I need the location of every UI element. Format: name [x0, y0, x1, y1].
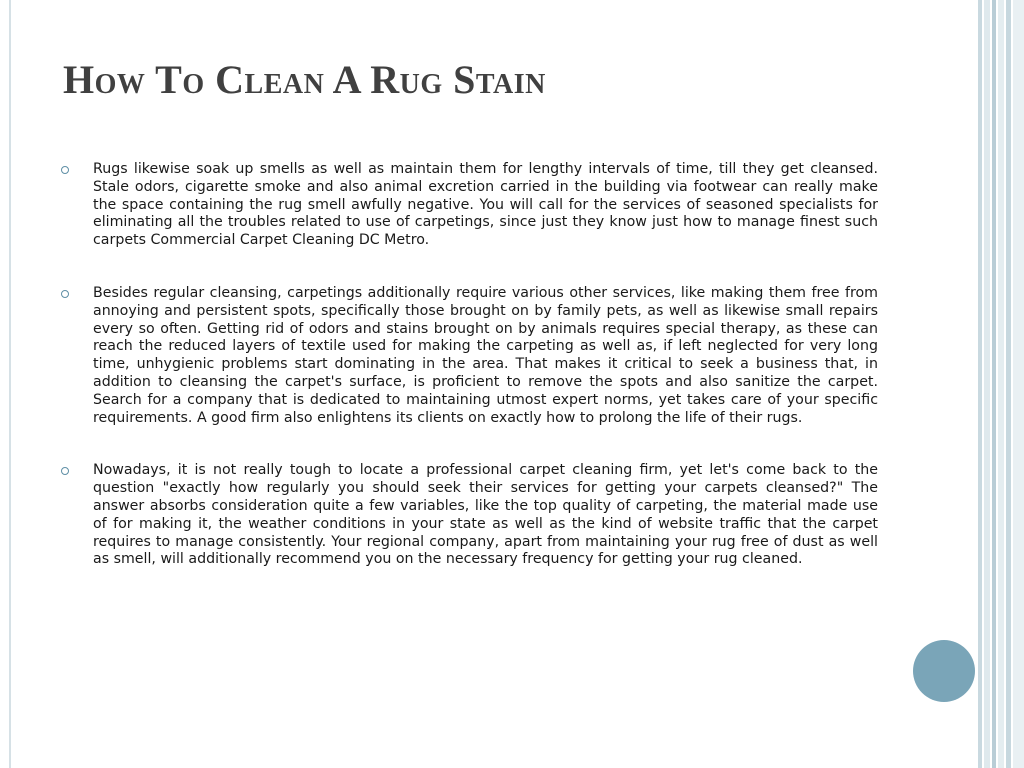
- bullet-item: [60, 462, 878, 569]
- accent-circle-icon: [913, 640, 975, 702]
- hollow-circle-bullet-icon: [61, 166, 69, 174]
- bullet-text: Rugs likewise soak up smells as well as maintain them for lengthy intervals of time, till they get cleansed. Stale odors, cigarette smoke and also animal excretion carried in the building via footwear can really make the space containing the rug smell awfully negative. You will call for the services of seasoned specialists for eliminating all the troubles related to use of carpetings, since just they know just how to manage finest such carpets Commercial Carpet Cleaning DC Metro.: [93, 161, 878, 249]
- bullet-item: [60, 285, 878, 427]
- bullet-list: [60, 161, 878, 604]
- right-stripe: [998, 0, 1004, 768]
- right-stripe: [1013, 0, 1024, 768]
- right-stripe: [1006, 0, 1011, 768]
- right-stripe: [992, 0, 996, 768]
- right-stripe: [984, 0, 990, 768]
- slide-title: How To Clean A Rug Stain: [63, 57, 546, 102]
- left-border-rule: [9, 0, 11, 768]
- right-stripe: [978, 0, 982, 768]
- bullet-item: [60, 161, 878, 250]
- hollow-circle-bullet-icon: [61, 290, 69, 298]
- bullet-text: Nowadays, it is not really tough to locate a professional carpet cleaning firm, yet let's come back to the question "exactly how regularly you should seek their services for getting your carpets cleansed?" The answer absorbs consideration quite a few variables, like the top quality of carpeting, the material made use of for making it, the weather conditions in your state as well as the kind of website traffic that the carpet requires to manage consistently. Your regional company, apart from maintaining your rug free of dust as well as smell, will additionally recommend you on the necessary frequency for getting your rug cleaned.: [93, 462, 878, 568]
- hollow-circle-bullet-icon: [61, 467, 69, 475]
- bullet-text: Besides regular cleansing, carpetings additionally require various other services, like making them free from annoying and persistent spots, specifically those brought on by family pets, as well as likewise small repairs every so often. Getting rid of odors and stains brought on by animals requires special therapy, as these can reach the reduced layers of textile used for making the carpeting as well as, if left neglected for very long time, unhygienic problems start dominating in the area. That makes it critical to seek a business that, in addition to cleansing the carpet's surface, is proficient to remove the spots and also sanitize the carpet. Search for a company that is dedicated to maintaining utmost expert norms, yet takes care of your specific requirements. A good firm also enlightens its clients on exactly how to prolong the life of their rugs.: [93, 284, 878, 426]
